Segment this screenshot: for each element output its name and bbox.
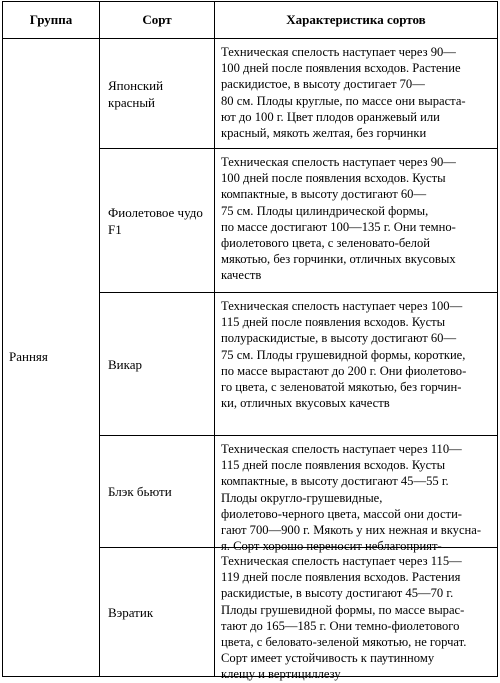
description-line: раскидистые, в высоту достигают 45—70 г.: [221, 586, 454, 601]
table-row-sort: [100, 149, 214, 292]
header-sort: Сорт: [142, 12, 172, 27]
varieties-table: [2, 1, 498, 682]
description-line: 80 см. Плоды круглые, по массе они выраста-: [221, 93, 466, 108]
group-cell: Ранняя: [9, 349, 48, 364]
description-line: Техническая спелость наступает через 100—: [221, 299, 463, 313]
table-row-description: [215, 436, 497, 554]
description-line: по массе достигают 100—135 г. Они темно-: [221, 219, 456, 234]
description-line: го цвета, с зеленоватой мякотью, без горчин-: [221, 380, 462, 395]
description-line: по массе вырастают до 200 г. Они фиолетово-: [221, 363, 467, 378]
description-line: я. Сорт хорошо переносит неблагоприят-: [221, 539, 442, 554]
description-line: мякотью, без горчинки, отличных вкусовых: [221, 252, 456, 267]
table-row-sort: [100, 548, 214, 676]
description-line: Техническая спелость наступает через 90—: [221, 45, 456, 59]
description-line: ют до 100 г. Цвет плодов оранжевый или: [221, 109, 440, 124]
sort-name: Викар: [108, 356, 143, 372]
description-line: тают до 165—185 г. Они темно-фиолетового: [221, 618, 460, 633]
description-line: полураскидистые, в высоту достигают 60—: [221, 331, 457, 346]
sort-name: Фиолетовое чудо F1: [108, 204, 203, 237]
sort-name: Блэк бьюти: [108, 484, 172, 499]
description-line: компактные, в высоту достигают 45—55 г.: [221, 474, 449, 489]
sort-name: Японский красный: [108, 77, 164, 110]
table-row-description: [215, 293, 497, 435]
description-line: 100 дней после появления всходов. Растение: [221, 61, 461, 76]
table-row-sort: [100, 436, 214, 547]
description-line: цвета, с беловато-зеленой мякотью, не горчат.: [221, 635, 467, 650]
description-line: Сорт имеет устойчивость к паутинному: [221, 651, 435, 666]
description-line: Техническая спелость наступает через 115—: [221, 554, 462, 568]
description-line: качеств: [221, 268, 262, 283]
description-line: Техническая спелость наступает через 110—: [221, 442, 462, 456]
table-row-sort: [100, 293, 214, 435]
description-line: 100 дней после появления всходов. Кусты: [221, 171, 446, 186]
table-row-description: [215, 149, 497, 292]
description-line: 115 дней после появления всходов. Кусты: [221, 458, 446, 473]
description-line: клещу и вертициллезу: [221, 667, 341, 682]
header-group: Группа: [29, 12, 73, 27]
description-line: 115 дней после появления всходов. Кусты: [221, 315, 446, 330]
description-line: 75 см. Плоды грушевидной формы, короткие,: [221, 347, 466, 362]
description-line: компактные, в высоту достигают 60—: [221, 187, 427, 202]
description-line: гают 700—900 г. Мякоть у них нежная и вкусна-: [221, 523, 482, 538]
description-line: 75 см. Плоды цилиндрической формы,: [221, 203, 429, 218]
description-line: фиолетово-черного цвета, массой они дости-: [221, 506, 462, 521]
description-line: ки, отличных вкусовых качеств: [221, 396, 390, 411]
header-description: Характеристика сортов: [286, 12, 426, 27]
sort-name: Вэратик: [108, 604, 154, 620]
description-line: фиолетового цвета, с зеленовато-белой: [221, 236, 430, 251]
table-row-description: [215, 548, 497, 682]
description-line: Плоды грушевидной формы, по массе вырас-: [221, 602, 465, 617]
description-line: раскидистое, в высоту достигает 70—: [221, 77, 425, 92]
table-row-sort: [100, 39, 214, 148]
table-row-description: [215, 39, 497, 148]
description-line: Техническая спелость наступает через 90—: [221, 155, 456, 169]
description-line: Плоды округло-грушевидные,: [221, 490, 383, 505]
description-line: красный, мякоть желтая, без горчинки: [221, 126, 427, 141]
description-line: 119 дней после появления всходов. Растения: [221, 570, 461, 585]
